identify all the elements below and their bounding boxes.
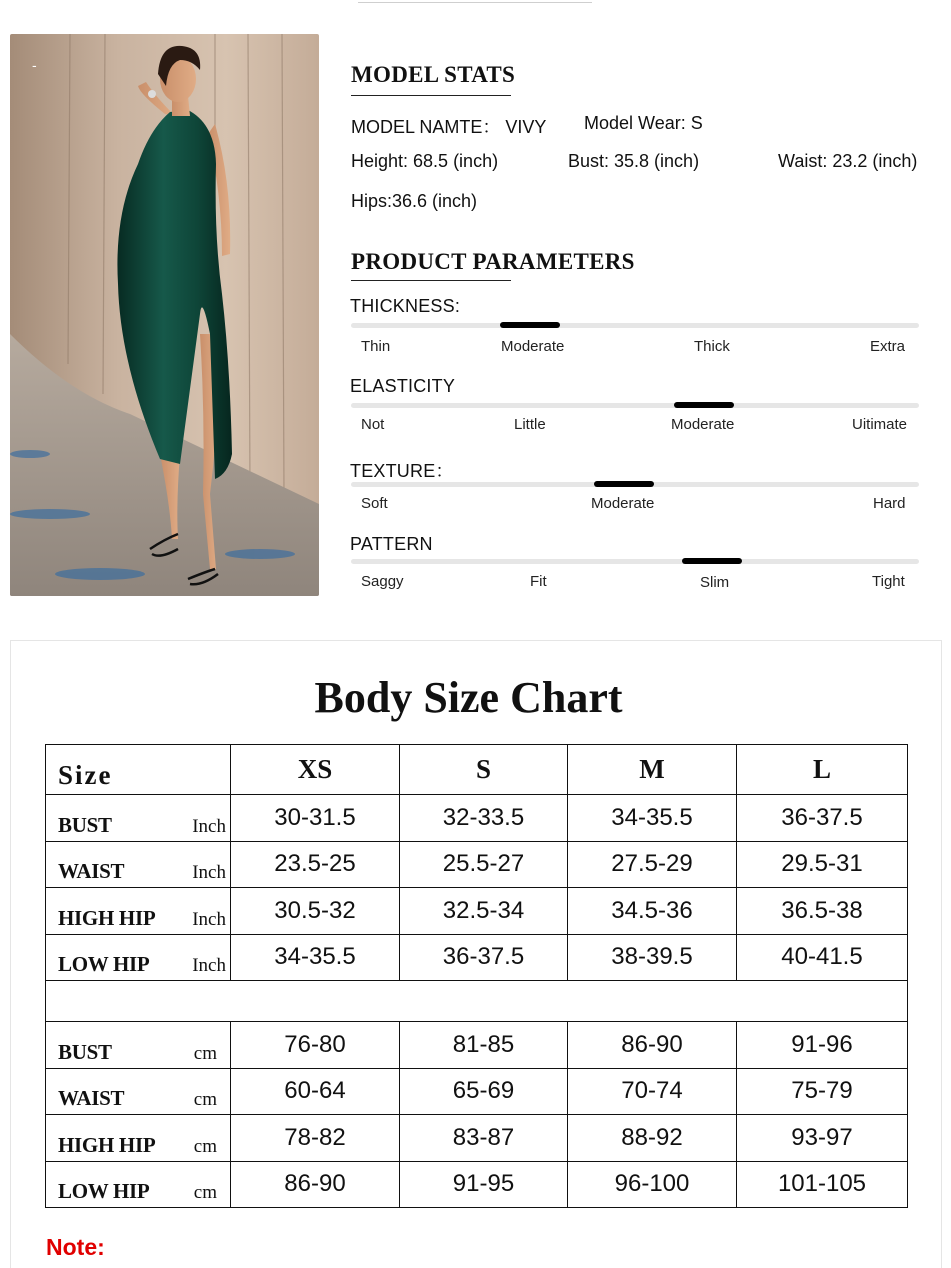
product-parameters-underline	[351, 280, 511, 281]
table-cell: 23.5-25	[231, 841, 400, 888]
texture-scale-moderate: Moderate	[591, 495, 655, 512]
cm-row-waist	[46, 1068, 908, 1115]
separator-row	[46, 981, 908, 1022]
table-cell: 75-79	[737, 1068, 908, 1115]
table-cell: 34.5-36	[568, 888, 737, 935]
table-cell: 40-41.5	[737, 934, 908, 981]
table-cell: 29.5-31	[737, 841, 908, 888]
table-cell: 86-90	[231, 1161, 400, 1208]
photo-dash: -	[32, 57, 37, 73]
model-height: Height: 68.5 (inch)	[351, 151, 499, 171]
table-cell: 86-90	[568, 1022, 737, 1069]
texture-scale-soft: Soft	[361, 495, 388, 512]
elasticity-scale-not: Not	[361, 416, 385, 433]
table-cell: 88-92	[568, 1115, 737, 1162]
unit-label: cm	[193, 1182, 217, 1203]
product-parameters-title: PRODUCT PARAMETERS	[351, 249, 635, 274]
inch-row-high-hip	[46, 888, 908, 935]
table-cell: 27.5-29	[568, 841, 737, 888]
model-bust: Bust: 35.8 (inch)	[568, 151, 700, 171]
unit-label: cm	[193, 1089, 217, 1110]
pattern-scale-saggy: Saggy	[361, 573, 404, 590]
note-label: Note:	[46, 1234, 105, 1260]
table-cell: 38-39.5	[568, 934, 737, 981]
table-cell: 32-33.5	[400, 795, 568, 842]
model-wear: Model Wear: S	[584, 113, 703, 133]
pattern-scale-slim: Slim	[700, 574, 730, 591]
size-header-xs: XS	[231, 745, 400, 795]
thickness-label: THICKNESS:	[350, 296, 461, 316]
size-chart-table	[45, 744, 908, 1208]
table-cell: 32.5-34	[400, 888, 568, 935]
size-header-label: Size	[46, 745, 231, 795]
model-stats-underline	[351, 95, 511, 96]
table-cell: 34-35.5	[568, 795, 737, 842]
row-label: BUST	[58, 812, 112, 837]
unit-label: Inch	[192, 955, 226, 976]
thickness-marker	[500, 322, 560, 328]
pattern-scale-fit: Fit	[530, 573, 547, 590]
table-cell: 25.5-27	[400, 841, 568, 888]
elasticity-label: ELASTICITY	[350, 376, 456, 396]
model-stats-title: MODEL STATS	[351, 62, 516, 87]
unit-label: cm	[193, 1042, 217, 1064]
model-photo	[10, 34, 319, 596]
row-label: WAIST	[58, 859, 125, 883]
table-cell: 76-80	[231, 1022, 400, 1069]
table-cell: 36-37.5	[737, 795, 908, 842]
table-cell: 30.5-32	[231, 888, 400, 935]
texture-marker	[594, 481, 654, 487]
size-header-s: S	[400, 745, 568, 795]
size-chart-title: Body Size Chart	[314, 673, 623, 722]
unit-label: cm	[193, 1135, 217, 1157]
pattern-label: PATTERN	[350, 534, 433, 554]
table-cell: 70-74	[568, 1068, 737, 1115]
table-cell: 30-31.5	[231, 795, 400, 842]
thickness-scale-extra: Extra	[870, 338, 906, 355]
size-header-m: M	[568, 745, 737, 795]
table-cell: 91-95	[400, 1161, 568, 1208]
thickness-scale-moderate: Moderate	[501, 338, 565, 355]
model-waist: Waist: 23.2 (inch)	[778, 151, 918, 171]
row-label: LOW HIP	[58, 1179, 150, 1203]
table-cell: 36-37.5	[400, 934, 568, 981]
pattern-scale-tight: Tight	[872, 573, 905, 590]
inch-row-low-hip	[46, 934, 908, 981]
elasticity-marker	[674, 402, 734, 408]
row-label: BUST	[58, 1039, 112, 1064]
inch-row-bust	[46, 795, 908, 842]
unit-label: Inch	[192, 815, 226, 837]
cm-row-bust	[46, 1022, 908, 1069]
cm-row-low-hip	[46, 1161, 908, 1208]
elasticity-track	[351, 403, 919, 408]
size-header-l: L	[737, 745, 908, 795]
table-cell: 78-82	[231, 1115, 400, 1162]
table-cell: 93-97	[737, 1115, 908, 1162]
elasticity-scale-uitimate: Uitimate	[852, 416, 908, 433]
elasticity-scale-moderate: Moderate	[671, 416, 735, 433]
texture-scale-hard: Hard	[873, 495, 906, 512]
thickness-scale-thick: Thick	[694, 338, 730, 355]
pattern-marker	[682, 558, 742, 564]
thickness-track	[351, 323, 919, 328]
model-hips: Hips:36.6 (inch)	[351, 191, 478, 211]
row-label: HIGH HIP	[58, 905, 156, 930]
size-header-row	[46, 745, 908, 795]
elasticity-scale-little: Little	[514, 416, 546, 433]
table-cell: 91-96	[737, 1022, 908, 1069]
table-cell: 34-35.5	[231, 934, 400, 981]
table-cell: 83-87	[400, 1115, 568, 1162]
table-cell: 81-85	[400, 1022, 568, 1069]
pattern-track	[351, 559, 919, 564]
cm-row-high-hip	[46, 1115, 908, 1162]
table-cell: 96-100	[568, 1161, 737, 1208]
unit-label: Inch	[192, 908, 226, 930]
table-cell: 60-64	[231, 1068, 400, 1115]
row-label: HIGH HIP	[58, 1132, 156, 1157]
table-cell: 101-105	[737, 1161, 908, 1208]
unit-label: Inch	[192, 862, 226, 883]
table-cell: 36.5-38	[737, 888, 908, 935]
top-divider	[358, 2, 592, 3]
row-label: LOW HIP	[58, 952, 150, 976]
texture-label: TEXTURE：	[350, 461, 454, 481]
inch-row-waist	[46, 841, 908, 888]
table-cell: 65-69	[400, 1068, 568, 1115]
row-label: WAIST	[58, 1086, 125, 1110]
thickness-scale-thin: Thin	[361, 338, 391, 355]
model-name: MODEL NAMTE： VIVY	[351, 117, 547, 137]
